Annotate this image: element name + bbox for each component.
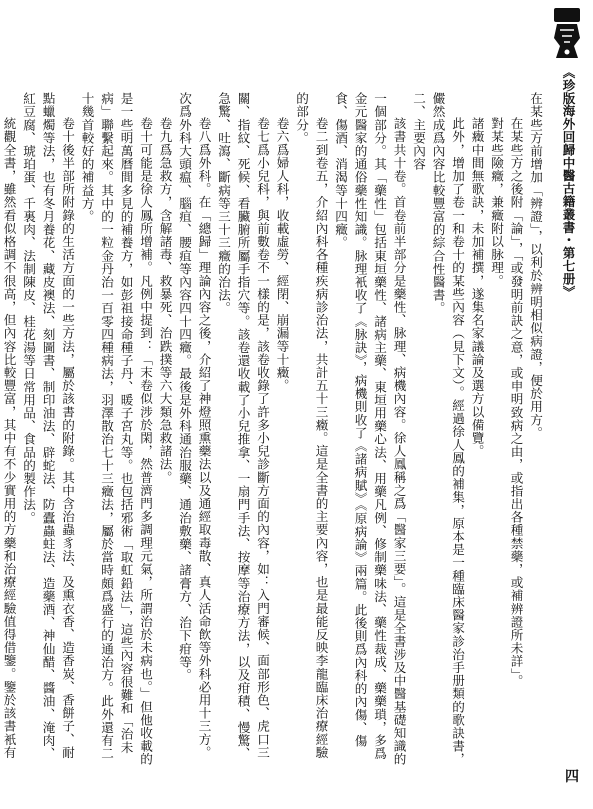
paragraph: 該書共十卷。首卷前半部分是藥性、脉理、病機內容。徐人鳳稱之爲「醫家三要」。這是全書涉及中醫基礎知識的一個部分。其「藥性」包括東垣藥性、諸病主藥、東垣用藥心法、用藥凡例、修制藥味法、藥性裁成、藥藥瑣，多爲金元醫家的通俗藥性知識。脉理衹收了《脉訣》，病機則收了《諸病賦》《原病論》兩篇。此後則爲內科的內傷、傷食、傷酒、消渴等十四癥。 [333, 92, 407, 766]
paragraph: 在某些方之後附「論」，「或發明前訣之意，或申明致病之由，或指出各種禁藥，或補辨證所未詳」。 [508, 117, 524, 688]
paragraph: 卷七爲小兒科，與前數卷不一樣的是，該卷收錄了許多小兒診斷方面的內容，如：入門審候、面部形色、虎口三關、指紋、死候、看臟腑所屬手指穴等。該卷還收載了小兒推拿、一扇門手法、按摩等治療方法，以及疳積、慢驚、急驚、吐瀉、斷病等三十三癥的治法。 [216, 92, 270, 761]
paragraph: 統觀全書，雖然看似格調不很高，但內容比較豐富，其中有不少實用的方藥和治療經驗值得借鑒。鑒於該書衹有 [1, 117, 17, 760]
paragraph: 卷十可能是徐人鳳所增補。凡例中提到：「末卷似涉於閑，然普濟門多調理元氣，所謂治於未病也。」但他收載的是一些明萬曆間多見的補養方，如彭祖接命種子丹、暖子宮丸等。也包括邪術「取虹鉛法」，這些內容很難和「治未病」聯繫起來。其中的一粒金丹治一百零四種病法，羽澤散治七十三癥法，屬於當時頗爲盛行的通治方。此外還有二十幾首較好的補益方。 [79, 92, 153, 766]
paragraph: 對某些險癥，兼癥附以脉理。 [489, 117, 504, 288]
page-number: 四 [565, 769, 579, 785]
article-body [1, 92, 545, 772]
section-heading: 二、主要內容 [411, 92, 426, 171]
series-title: 《珍版海外回歸中醫古籍叢書・第七册》 [561, 66, 576, 299]
paragraph: 諸癥中間無歌訣，未加補撰，遂集名家議論及選方以備覽。 [469, 117, 485, 458]
paragraph: 卷十後半部所附錄的生活方面的一些方法，屬於該書的附錄。其中含治蟲豸法、及熏衣香、造香炭、香餅子、耐點蠟燭等法，也有冬月養花、藏皮襖法、刻圖書、制印油法、辟蛇法、防蠹蟲蛀法、造藥酒、神仙醋、醬油、淹肉、紅豆腐、琥珀蛋、千裏肉、法制陳皮、桂花湯等日常用品、食品的製作法。 [21, 92, 75, 761]
paragraph: 卷九爲急救方，含解諸毒、救暴死、治跌撲等六大類急救諸法。 [157, 117, 173, 484]
paragraph: 此外，增加了卷一和卷十的某些內容（見下文）。經過徐人鳳的補集，原本是一種臨床醫家診治手册類的歌訣書，儼然成爲內容比較豐富的綜合性醫書。 [430, 92, 465, 766]
paragraph: 卷二到卷五，介紹內科各種疾病診治法，共計五十三癥。這是全書的主要內容，也是最能反映李龍臨床治療經驗的部分。 [294, 92, 329, 760]
paragraph: 卷八爲外科。在「總歸」理論內容之後，介紹了神燈照熏藥法以及通經取毒散、真人活命飲等外科必用十三方。次爲外科大頭瘟、腦疽、腰疽等內容四十四癥。最後是外科通治服藥、通治敷藥、諸膏方、治下疳等。 [177, 92, 212, 760]
series-emblem-logo [552, 8, 582, 60]
paragraph: 卷六爲婦人科，收載虛勞、經閉、崩漏等十癥。 [274, 117, 290, 393]
paragraph: 在某些方前增加「辨證」，以利於辨明相似病證，便於用方。 [528, 92, 543, 440]
